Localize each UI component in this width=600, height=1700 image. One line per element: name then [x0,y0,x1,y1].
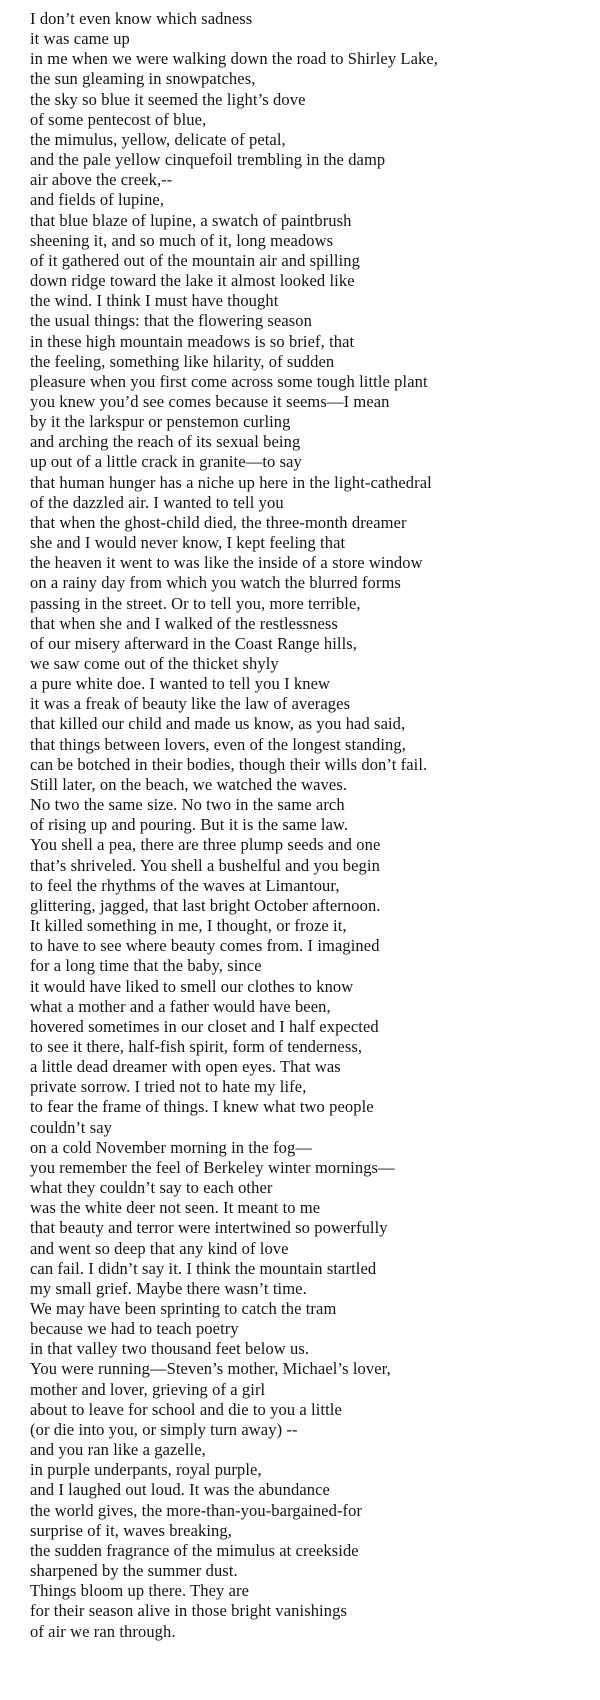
poem-line: surprise of it, waves breaking, [30,1520,232,1540]
poem-line: of rising up and pouring. But it is the same law. [30,815,349,835]
poem-line: to see it there, half-fish spirit, form of tenderness, [30,1036,363,1056]
poem-line: on a rainy day from which you watch the blurred forms [30,573,401,593]
poem-line: down ridge toward the lake it almost looked like [30,271,355,291]
poem-line: a pure white doe. I wanted to tell you I knew [30,674,331,694]
poem-line: that when the ghost-child died, the three-month dreamer [30,512,407,532]
poem-line: the world gives, the more-than-you-bargained-for [30,1500,363,1520]
poem-line: that when she and I walked of the restlessness [30,613,338,633]
poem-line: for a long time that the baby, since [30,956,262,976]
poem-line: because we had to teach poetry [30,1319,239,1339]
poem-line: that things between lovers, even of the longest standing, [30,734,406,754]
poem-line: mother and lover, grieving of a girl [30,1379,266,1399]
poem-line: You were running—Steven’s mother, Michael’s lover, [30,1359,391,1379]
poem-line: was the white deer not seen. It meant to me [30,1198,321,1218]
poem-line: the mimulus, yellow, delicate of petal, [30,129,286,149]
poem-line: the wind. I think I must have thought [30,291,279,311]
poem-line: Still later, on the beach, we watched the waves. [30,774,348,794]
poem-line: the heaven it went to was like the inside of a store window [30,553,423,573]
poem-line: on a cold November morning in the fog–– [30,1137,313,1157]
poem-line: can fail. I didn’t say it. I think the mountain startled [30,1258,377,1278]
poem-line: and went so deep that any kind of love [30,1238,289,1258]
poem-line: No two the same size. No two in the same arch [30,795,345,815]
poem-line: the sudden fragrance of the mimulus at creekside [30,1540,359,1560]
poem-line: that blue blaze of lupine, a swatch of paintbrush [30,210,352,230]
poem-line: We may have been sprinting to catch the tram [30,1299,337,1318]
poem-line: You shell a pea, there are three plump seeds and one [30,835,381,855]
poem-line: for their season alive in those bright vanishings [30,1601,347,1621]
poem-line: It killed something in me, I thought, or froze it, [30,916,347,936]
poem-line: to feel the rhythms of the waves at Limantour, [30,875,340,895]
poem-line: up out of a little crack in granite––to say [30,452,302,472]
poem-line: it was a freak of beauty like the law of averages [30,694,351,714]
poem-line: of the dazzled air. I wanted to tell you [30,492,284,512]
poem-line: hovered sometimes in our closet and I half expected [30,1016,379,1036]
poem-line: of our misery afterward in the Coast Range hills, [30,633,358,653]
poem-line: it would have liked to smell our clothes to know [30,976,354,996]
poem-line: the feeling, something like hilarity, of sudden [30,351,335,371]
poem-line: pleasure when you first come across some tough little plant [30,371,428,391]
poem-line: that human hunger has a niche up here in the light-cathedral [30,472,432,492]
poem-line: a little dead dreamer with open eyes. That was [30,1057,341,1077]
poem-line: she and I would never know, I kept feeling that [30,533,346,553]
poem-line: the usual things: that the flowering season [30,311,312,331]
poem-line: passing in the street. Or to tell you, more terrible, [30,593,361,613]
poem-line: you knew you’d see comes because it seems––I mean [30,391,390,411]
poem-line: in these high mountain meadows is so brief, that [30,331,355,351]
poem-line: to have to see where beauty comes from. I imagined [30,936,380,956]
poem-line: that beauty and terror were intertwined so powerfully [30,1218,388,1238]
poem-text [30,9,590,1642]
poem-line: and the pale yellow cinquefoil trembling in the damp [30,150,386,170]
poem-line: sheening it, and so much of it, long meadows [30,230,334,250]
poem-line: that’s shriveled. You shell a bushelful and you begin [30,855,380,875]
poem-line: in me when we were walking down the road to Shirley Lake, [30,49,438,69]
poem-line: we saw come out of the thicket shyly [30,654,279,673]
poem-line: Things bloom up there. They are [30,1581,250,1601]
poem-line: it was came up [30,29,130,49]
poem-line: what they couldn’t say to each other [30,1178,273,1198]
poem-line: private sorrow. I tried not to hate my life, [30,1077,307,1097]
poem-line: what a mother and a father would have been, [30,996,331,1016]
poem-line: you remember the feel of Berkeley winter mornings— [30,1157,395,1177]
poem-line: of air we ran through. [30,1621,176,1641]
poem-line: in purple underpants, royal purple, [30,1460,262,1480]
poem-line: air above the creek,-- [30,170,173,190]
poem-line: sharpened by the summer dust. [30,1561,238,1581]
poem-line: and arching the reach of its sexual being [30,432,301,452]
poem-line: can be botched in their bodies, though their wills don’t fail. [30,754,428,774]
poem-line: in that valley two thousand feet below us. [30,1339,310,1359]
poem-line: and I laughed out loud. It was the abundance [30,1480,330,1500]
poem-line: and you ran like a gazelle, [30,1440,206,1460]
poem-line: I don’t even know which sadness [30,9,253,28]
poem-line: that killed our child and made us know, as you had said, [30,714,406,734]
poem-line: the sun gleaming in snowpatches, [30,69,256,89]
poem-line: couldn’t say [30,1117,113,1137]
poem-line: of it gathered out of the mountain air and spilling [30,250,360,270]
poem-line: about to leave for school and die to you a little [30,1399,342,1419]
poem-line: the sky so blue it seemed the light’s dove [30,89,306,109]
poem-line: of some pentecost of blue, [30,109,207,129]
poem-line: (or die into you, or simply turn away) -- [30,1419,298,1439]
poem-line: my small grief. Maybe there wasn’t time. [30,1278,307,1298]
poem-line: glittering, jagged, that last bright October afternoon. [30,895,381,915]
poem-line: to fear the frame of things. I knew what two people [30,1097,374,1117]
poem-line: by it the larkspur or penstemon curling [30,412,291,432]
poem-line: and fields of lupine, [30,190,165,210]
